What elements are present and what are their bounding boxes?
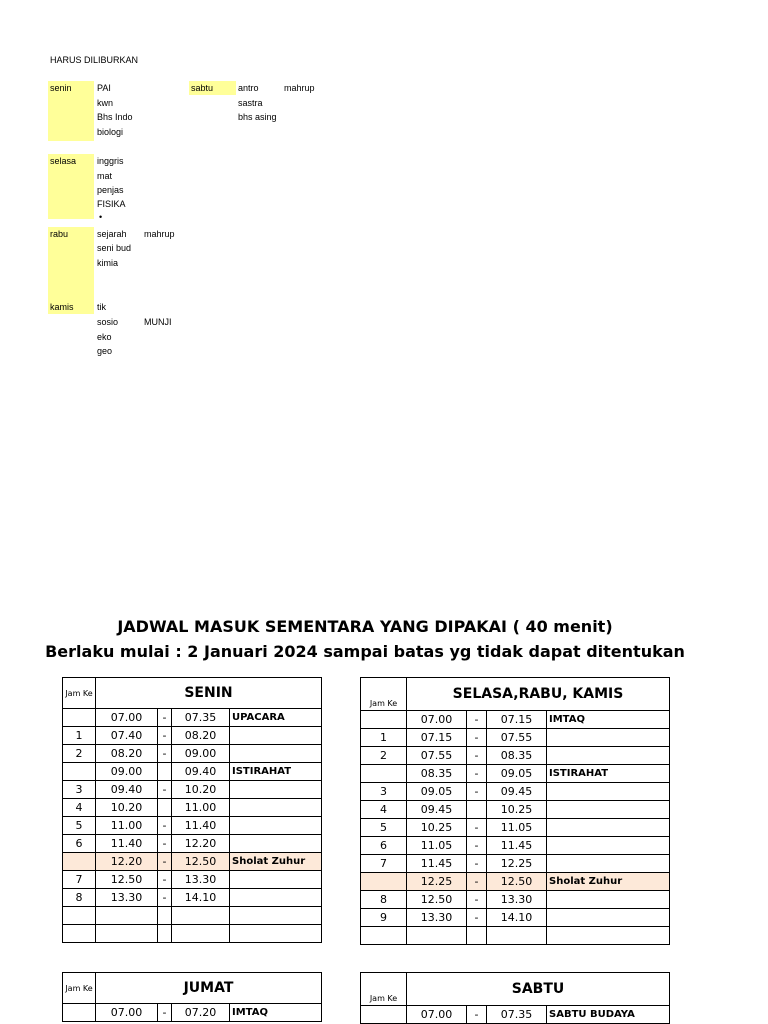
jam-number-cell <box>63 709 96 727</box>
start-time-cell: 07.00 <box>96 1004 158 1022</box>
separator-cell: - <box>158 835 172 853</box>
jam-number-cell <box>361 873 407 891</box>
end-time-cell: 09.05 <box>487 765 547 783</box>
start-time-cell: 07.40 <box>96 727 158 745</box>
subject-mat: mat <box>97 171 113 181</box>
separator-cell <box>158 763 172 781</box>
separator-cell: - <box>467 873 487 891</box>
day-header: JUMAT <box>96 973 322 1004</box>
day-header: SELASA,RABU, KAMIS <box>407 678 670 711</box>
end-time-cell: 13.30 <box>172 871 230 889</box>
end-time-cell: 12.25 <box>487 855 547 873</box>
start-time-cell: 07.00 <box>407 711 467 729</box>
jam-number-cell <box>361 765 407 783</box>
day-label-selasa: selasa <box>50 156 77 166</box>
separator-cell: - <box>158 745 172 763</box>
table-row <box>63 925 322 943</box>
end-time-cell: 07.35 <box>172 709 230 727</box>
subject-geo: geo <box>97 346 113 356</box>
end-time-cell <box>172 925 230 943</box>
table-row <box>361 837 670 855</box>
jam-number-cell <box>361 1006 407 1024</box>
jam-number-cell: 1 <box>361 729 407 747</box>
subject-kwn: kwn <box>97 98 114 108</box>
subject-fisika: FISIKA <box>97 199 126 209</box>
separator-cell: - <box>467 783 487 801</box>
start-time-cell: 11.45 <box>407 855 467 873</box>
end-time-cell: 11.05 <box>487 819 547 837</box>
end-time-cell <box>487 927 547 945</box>
teacher-mahrup-senin: mahrup <box>284 83 315 93</box>
separator-cell: - <box>467 855 487 873</box>
subject-seni-bud: seni bud <box>97 243 132 253</box>
jam-number-cell: 5 <box>63 817 96 835</box>
start-time-cell: 12.50 <box>407 891 467 909</box>
jam-number-cell: 4 <box>361 801 407 819</box>
day-header: SABTU <box>407 973 670 1006</box>
subject-sastra: sastra <box>238 98 263 108</box>
activity-cell <box>230 925 322 943</box>
subject-inggris: inggris <box>97 156 124 166</box>
activity-cell: UPACARA <box>230 709 322 727</box>
separator-cell <box>467 801 487 819</box>
schedule-subtitle: Berlaku mulai : 2 Januari 2024 sampai batas yg tidak dapat ditentukan <box>45 642 685 661</box>
activity-cell <box>230 727 322 745</box>
jam-ke-header: Jam Ke <box>361 973 407 1006</box>
table-row <box>361 909 670 927</box>
table-row <box>63 889 322 907</box>
schedule-table-sabtu <box>360 972 670 1024</box>
start-time-cell <box>96 907 158 925</box>
table-row <box>63 781 322 799</box>
table-row <box>63 763 322 781</box>
activity-cell <box>547 729 670 747</box>
table-row <box>361 765 670 783</box>
end-time-cell: 12.50 <box>487 873 547 891</box>
separator-cell: - <box>158 871 172 889</box>
table-row <box>63 727 322 745</box>
jam-number-cell: 6 <box>63 835 96 853</box>
table-row <box>361 873 670 891</box>
separator-cell: - <box>158 709 172 727</box>
end-time-cell: 07.20 <box>172 1004 230 1022</box>
activity-cell <box>547 819 670 837</box>
day-label-sabtu: sabtu <box>191 83 214 93</box>
activity-cell: SABTU BUDAYA <box>547 1006 670 1024</box>
activity-cell: ISTIRAHAT <box>547 765 670 783</box>
subject-sejarah: sejarah <box>97 229 127 239</box>
separator-cell <box>158 799 172 817</box>
end-time-cell: 08.20 <box>172 727 230 745</box>
subject-antro: antro <box>238 83 259 93</box>
activity-cell <box>230 817 322 835</box>
end-time-cell: 09.40 <box>172 763 230 781</box>
table-row <box>63 871 322 889</box>
subject-bhs-indo: Bhs Indo <box>97 112 133 122</box>
subject-tik: tik <box>97 302 106 312</box>
end-time-cell: 11.40 <box>172 817 230 835</box>
jam-number-cell: 3 <box>361 783 407 801</box>
start-time-cell: 13.30 <box>407 909 467 927</box>
table-row <box>63 1004 322 1022</box>
end-time-cell: 10.25 <box>487 801 547 819</box>
table-row <box>361 819 670 837</box>
separator-cell: - <box>467 711 487 729</box>
separator-cell: - <box>467 891 487 909</box>
separator-cell: - <box>158 781 172 799</box>
separator-cell: - <box>467 747 487 765</box>
start-time-cell: 07.00 <box>407 1006 467 1024</box>
table-row <box>361 927 670 945</box>
end-time-cell: 11.45 <box>487 837 547 855</box>
table-row <box>63 799 322 817</box>
jam-number-cell: 7 <box>361 855 407 873</box>
start-time-cell: 12.50 <box>96 871 158 889</box>
jam-ke-header: Jam Ke <box>63 678 96 709</box>
activity-cell <box>547 891 670 909</box>
separator-cell: - <box>467 765 487 783</box>
separator-cell <box>158 907 172 925</box>
jam-number-cell: 7 <box>63 871 96 889</box>
separator-cell: - <box>467 1006 487 1024</box>
end-time-cell: 12.50 <box>172 853 230 871</box>
table-row <box>63 817 322 835</box>
end-time-cell: 11.00 <box>172 799 230 817</box>
activity-cell: Sholat Zuhur <box>230 853 322 871</box>
jam-number-cell: 8 <box>63 889 96 907</box>
jam-number-cell: 9 <box>361 909 407 927</box>
activity-cell: Sholat Zuhur <box>547 873 670 891</box>
subject-biologi: biologi <box>97 127 124 137</box>
start-time-cell: 11.00 <box>96 817 158 835</box>
teacher-mahrup-rabu: mahrup <box>144 229 175 239</box>
separator-cell <box>158 925 172 943</box>
schedule-table-selasa-rabu-kamis <box>360 677 670 945</box>
start-time-cell: 09.40 <box>96 781 158 799</box>
notes-title: HARUS DILIBURKAN <box>50 55 139 65</box>
end-time-cell: 07.15 <box>487 711 547 729</box>
table-row <box>63 709 322 727</box>
start-time-cell: 10.20 <box>96 799 158 817</box>
activity-cell <box>547 909 670 927</box>
separator-cell: - <box>467 729 487 747</box>
table-row <box>63 835 322 853</box>
day-label-senin: senin <box>50 83 72 93</box>
end-time-cell: 09.00 <box>172 745 230 763</box>
jam-number-cell <box>63 853 96 871</box>
start-time-cell <box>96 925 158 943</box>
subject-sosio: sosio <box>97 317 119 327</box>
activity-cell: ISTIRAHAT <box>230 763 322 781</box>
start-time-cell: 10.25 <box>407 819 467 837</box>
start-time-cell: 13.30 <box>96 889 158 907</box>
start-time-cell: 07.15 <box>407 729 467 747</box>
activity-cell <box>230 907 322 925</box>
jam-number-cell <box>63 907 96 925</box>
jam-number-cell <box>361 927 407 945</box>
start-time-cell: 07.55 <box>407 747 467 765</box>
schedule-table-senin <box>62 677 322 943</box>
jam-number-cell: 1 <box>63 727 96 745</box>
activity-cell <box>547 783 670 801</box>
jam-number-cell: 3 <box>63 781 96 799</box>
day-label-rabu: rabu <box>50 229 69 239</box>
end-time-cell: 13.30 <box>487 891 547 909</box>
table-row <box>361 891 670 909</box>
table-row <box>361 1006 670 1024</box>
end-time-cell: 14.10 <box>487 909 547 927</box>
jam-number-cell <box>361 711 407 729</box>
activity-cell: IMTAQ <box>230 1004 322 1022</box>
start-time-cell: 08.20 <box>96 745 158 763</box>
subject-eko: eko <box>97 332 112 342</box>
activity-cell: IMTAQ <box>547 711 670 729</box>
activity-cell <box>230 781 322 799</box>
separator-cell: - <box>467 909 487 927</box>
subject-pai: PAI <box>97 83 111 93</box>
start-time-cell: 09.05 <box>407 783 467 801</box>
schedule-title: JADWAL MASUK SEMENTARA YANG DIPAKAI ( 40 menit) <box>117 617 613 636</box>
day-label-kamis: kamis <box>50 302 74 312</box>
table-row <box>361 747 670 765</box>
start-time-cell: 08.35 <box>407 765 467 783</box>
activity-cell <box>230 745 322 763</box>
table-row <box>361 855 670 873</box>
day-header: SENIN <box>96 678 322 709</box>
jam-number-cell <box>63 1004 96 1022</box>
bullet: • <box>99 212 103 222</box>
start-time-cell: 11.05 <box>407 837 467 855</box>
separator-cell: - <box>158 817 172 835</box>
start-time-cell: 09.00 <box>96 763 158 781</box>
table-row <box>361 801 670 819</box>
separator-cell: - <box>158 889 172 907</box>
separator-cell: - <box>158 853 172 871</box>
subject-bhs-asing: bhs asing <box>238 112 277 122</box>
jam-ke-header: Jam Ke <box>63 973 96 1004</box>
table-row <box>361 783 670 801</box>
start-time-cell: 12.20 <box>96 853 158 871</box>
start-time-cell: 07.00 <box>96 709 158 727</box>
table-row <box>361 729 670 747</box>
end-time-cell: 07.35 <box>487 1006 547 1024</box>
start-time-cell: 12.25 <box>407 873 467 891</box>
teacher-munji: MUNJI <box>144 317 172 327</box>
subject-kimia: kimia <box>97 258 119 268</box>
jam-ke-header: Jam Ke <box>361 678 407 711</box>
start-time-cell: 11.40 <box>96 835 158 853</box>
end-time-cell: 10.20 <box>172 781 230 799</box>
jam-number-cell: 4 <box>63 799 96 817</box>
activity-cell <box>230 871 322 889</box>
start-time-cell <box>407 927 467 945</box>
separator-cell: - <box>158 1004 172 1022</box>
jam-number-cell <box>63 925 96 943</box>
end-time-cell: 09.45 <box>487 783 547 801</box>
jam-number-cell: 5 <box>361 819 407 837</box>
activity-cell <box>547 837 670 855</box>
end-time-cell: 07.55 <box>487 729 547 747</box>
table-row <box>63 745 322 763</box>
jam-number-cell: 2 <box>63 745 96 763</box>
end-time-cell: 12.20 <box>172 835 230 853</box>
jam-number-cell: 6 <box>361 837 407 855</box>
table-row <box>361 711 670 729</box>
activity-cell <box>230 799 322 817</box>
schedule-table-jumat <box>62 972 322 1022</box>
activity-cell <box>547 801 670 819</box>
separator-cell: - <box>467 819 487 837</box>
subject-penjas: penjas <box>97 185 124 195</box>
end-time-cell <box>172 907 230 925</box>
activity-cell <box>547 927 670 945</box>
activity-cell <box>230 889 322 907</box>
jam-number-cell <box>63 763 96 781</box>
start-time-cell: 09.45 <box>407 801 467 819</box>
separator-cell: - <box>158 727 172 745</box>
separator-cell: - <box>467 837 487 855</box>
jam-number-cell: 8 <box>361 891 407 909</box>
table-row <box>63 907 322 925</box>
jam-number-cell: 2 <box>361 747 407 765</box>
end-time-cell: 08.35 <box>487 747 547 765</box>
activity-cell <box>547 747 670 765</box>
table-row <box>63 853 322 871</box>
activity-cell <box>230 835 322 853</box>
end-time-cell: 14.10 <box>172 889 230 907</box>
activity-cell <box>547 855 670 873</box>
separator-cell <box>467 927 487 945</box>
